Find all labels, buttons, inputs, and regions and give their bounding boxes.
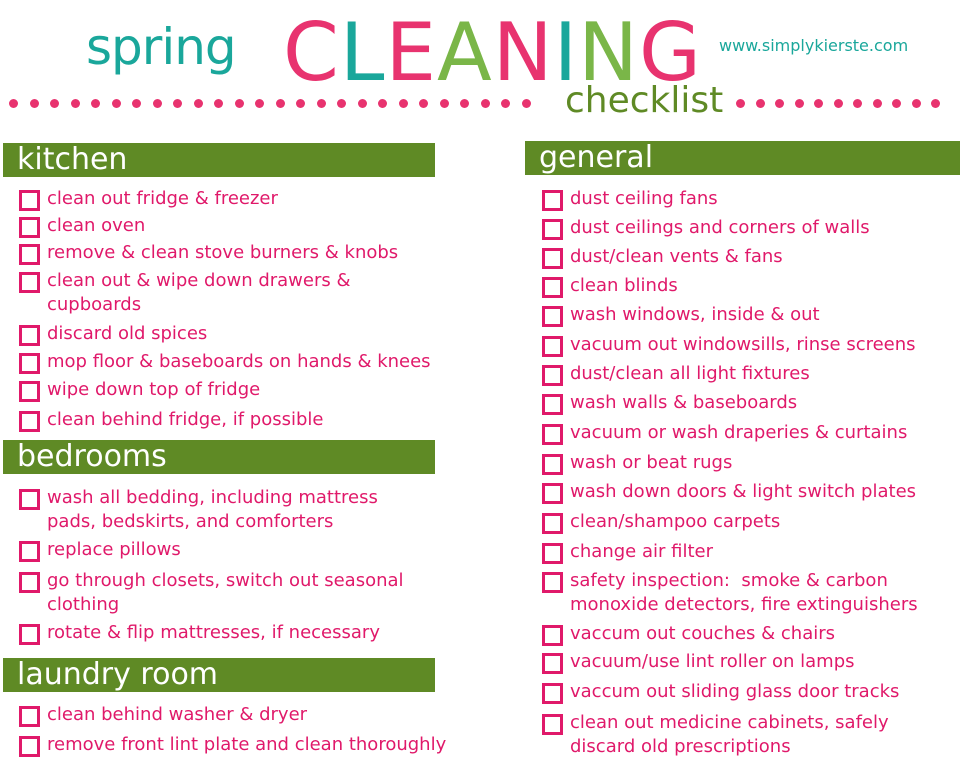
checkbox[interactable] [542,483,563,504]
divider-dot [9,99,18,108]
checklist-item[interactable] [19,269,449,317]
checklist-item-label: clean behind washer & dryer [47,704,308,725]
divider-dot [834,99,843,108]
checklist-item[interactable] [542,451,952,475]
checkbox[interactable] [19,706,40,727]
divider-dot [317,99,326,108]
checklist-item-label: remove front lint plate and clean thoroughly [47,734,447,755]
checklist-item-label: clean out medicine cabinets, safely discard old prescriptions [570,712,889,757]
divider-dot [795,99,804,108]
section-header-bedrooms: bedrooms [3,440,435,474]
section-header-laundry-room: laundry room [3,658,435,692]
divider-dot [736,99,745,108]
checklist-item[interactable] [19,703,449,727]
checklist-item-label: wash or beat rugs [570,452,733,473]
checklist-item-label: dust ceiling fans [570,188,718,209]
checkbox[interactable] [542,306,563,327]
checklist-item-label: clean blinds [570,275,678,296]
divider-dot [71,99,80,108]
checklist-item[interactable] [19,408,449,432]
checklist-item[interactable] [19,241,449,265]
divider-dot [358,99,367,108]
checklist-item[interactable] [542,187,952,211]
checklist-item-label: replace pillows [47,539,181,560]
checklist-item-label: vaccum out couches & chairs [570,623,836,644]
divider-dot [337,99,346,108]
checklist-item[interactable] [542,333,952,357]
checkbox[interactable] [542,454,563,475]
checkbox[interactable] [542,572,563,593]
divider-dot [775,99,784,108]
checkbox[interactable] [542,219,563,240]
checkbox[interactable] [542,714,563,735]
checklist-item[interactable] [542,540,952,564]
divider-dot [873,99,882,108]
checklist-item[interactable] [19,322,449,346]
checklist-item[interactable] [542,362,952,386]
checkbox[interactable] [542,513,563,534]
checkbox[interactable] [19,541,40,562]
divider-dot [153,99,162,108]
checklist-item[interactable] [19,733,449,757]
divider-dot [931,99,940,108]
checklist-item[interactable] [542,216,952,240]
checkbox[interactable] [19,381,40,402]
divider-dot [30,99,39,108]
checklist-item-label: safety inspection: smoke & carbon monoxide detectors, fire extinguishers [570,570,918,615]
checklist-item-label: change air filter [570,541,713,562]
website-url: www.simplykierste.com [719,36,909,55]
checklist-item-label: vacuum/use lint roller on lamps [570,651,855,672]
checklist-item-label: wash walls & baseboards [570,392,798,413]
checklist-item-label: discard old spices [47,323,208,344]
checkbox[interactable] [19,489,40,510]
checklist-item[interactable] [19,350,449,374]
cleaning-letter: G [639,6,702,99]
divider-dot [399,99,408,108]
divider-dot [440,99,449,108]
checkbox[interactable] [19,353,40,374]
checkbox[interactable] [542,424,563,445]
checklist-item[interactable] [19,569,449,617]
checkbox[interactable] [542,365,563,386]
checklist-item[interactable] [542,303,952,327]
checklist-item-label: wash down doors & light switch plates [570,481,917,502]
checkbox[interactable] [542,190,563,211]
cleaning-letter: E [385,6,437,99]
subtitle-checklist: checklist [565,80,724,121]
checklist-item-label: wash windows, inside & out [570,304,820,325]
cleaning-letter: L [339,6,386,99]
checklist-item-label: clean out fridge & freezer [47,188,278,209]
checkbox[interactable] [542,543,563,564]
checklist-item-label: clean behind fridge, if possible [47,409,324,430]
checklist-item[interactable] [19,486,449,534]
cleaning-letter: A [436,6,493,99]
checklist-item[interactable] [19,378,449,402]
checklist-item[interactable] [542,510,952,534]
checklist-item-label: dust/clean all light fixtures [570,363,810,384]
cleaning-letter: N [492,6,554,99]
checkbox[interactable] [19,272,40,293]
checklist-item-label: mop floor & baseboards on hands & knees [47,351,431,372]
checklist-item-label: dust/clean vents & fans [570,246,783,267]
checkbox[interactable] [542,336,563,357]
checkbox[interactable] [542,248,563,269]
divider-dot [814,99,823,108]
checklist-item-label: rotate & flip mattresses, if necessary [47,622,380,643]
checklist-item[interactable] [19,538,449,562]
checklist-item[interactable] [542,480,952,504]
checkbox[interactable] [19,411,40,432]
checklist-item[interactable] [542,245,952,269]
divider-dot [853,99,862,108]
checklist-item[interactable] [542,274,952,298]
divider-dot [481,99,490,108]
checklist-item-label: clean/shampoo carpets [570,511,781,532]
checklist-item[interactable] [542,569,952,617]
checklist-item[interactable] [542,622,952,646]
divider-dot [91,99,100,108]
checklist-item[interactable] [542,391,952,415]
divider-dot [501,99,510,108]
checklist-item-label: vacuum out windowsills, rinse screens [570,334,916,355]
cleaning-letter: C [283,6,340,99]
checklist-item[interactable] [542,421,952,445]
checklist-item-label: vacuum or wash draperies & curtains [570,422,908,443]
checklist-item-label: clean oven [47,215,146,236]
checklist-item-label: dust ceilings and corners of walls [570,217,870,238]
divider-dot [194,99,203,108]
title-spring: spring [86,18,236,76]
section-header-general: general [525,141,960,175]
checkbox[interactable] [542,394,563,415]
cleaning-letter: N [578,6,639,99]
divider-dot [112,99,121,108]
checklist-item[interactable] [542,711,952,759]
divider-dot [50,99,59,108]
checkbox[interactable] [542,683,563,704]
divider-dot [173,99,182,108]
checkbox[interactable] [542,625,563,646]
checklist-item[interactable] [542,650,952,674]
divider-dot [378,99,387,108]
checkbox[interactable] [19,572,40,593]
divider-dot [756,99,765,108]
checklist-item-label: clean out & wipe down drawers & cupboards [47,270,351,315]
divider-dot [296,99,305,108]
checklist-item-label: wipe down top of fridge [47,379,261,400]
divider-dot [419,99,428,108]
divider-dot [522,99,531,108]
divider-dot [255,99,264,108]
cleaning-letter: I [553,6,579,99]
checkbox[interactable] [542,653,563,674]
checklist-item-label: wash all bedding, including mattress pads, bedskirts, and comforters [47,487,378,532]
checklist-item[interactable] [19,187,449,211]
divider-dot [235,99,244,108]
checklist-item[interactable] [19,621,449,645]
checkbox[interactable] [19,244,40,265]
divider-dot [892,99,901,108]
checkbox[interactable] [19,736,40,757]
section-header-kitchen: kitchen [3,143,435,177]
checkbox[interactable] [19,217,40,238]
checklist-item-label: vaccum out sliding glass door tracks [570,681,900,702]
checkbox[interactable] [542,277,563,298]
checklist-item-label: go through closets, switch out seasonal clothing [47,570,404,615]
divider-dot [214,99,223,108]
checkbox[interactable] [19,325,40,346]
checklist-item-label: remove & clean stove burners & knobs [47,242,399,263]
divider-dot [276,99,285,108]
divider-dot [912,99,921,108]
checkbox[interactable] [19,190,40,211]
checklist-item[interactable] [542,680,952,704]
checkbox[interactable] [19,624,40,645]
checklist-item[interactable] [19,214,449,238]
divider-dot [460,99,469,108]
divider-dot [132,99,141,108]
